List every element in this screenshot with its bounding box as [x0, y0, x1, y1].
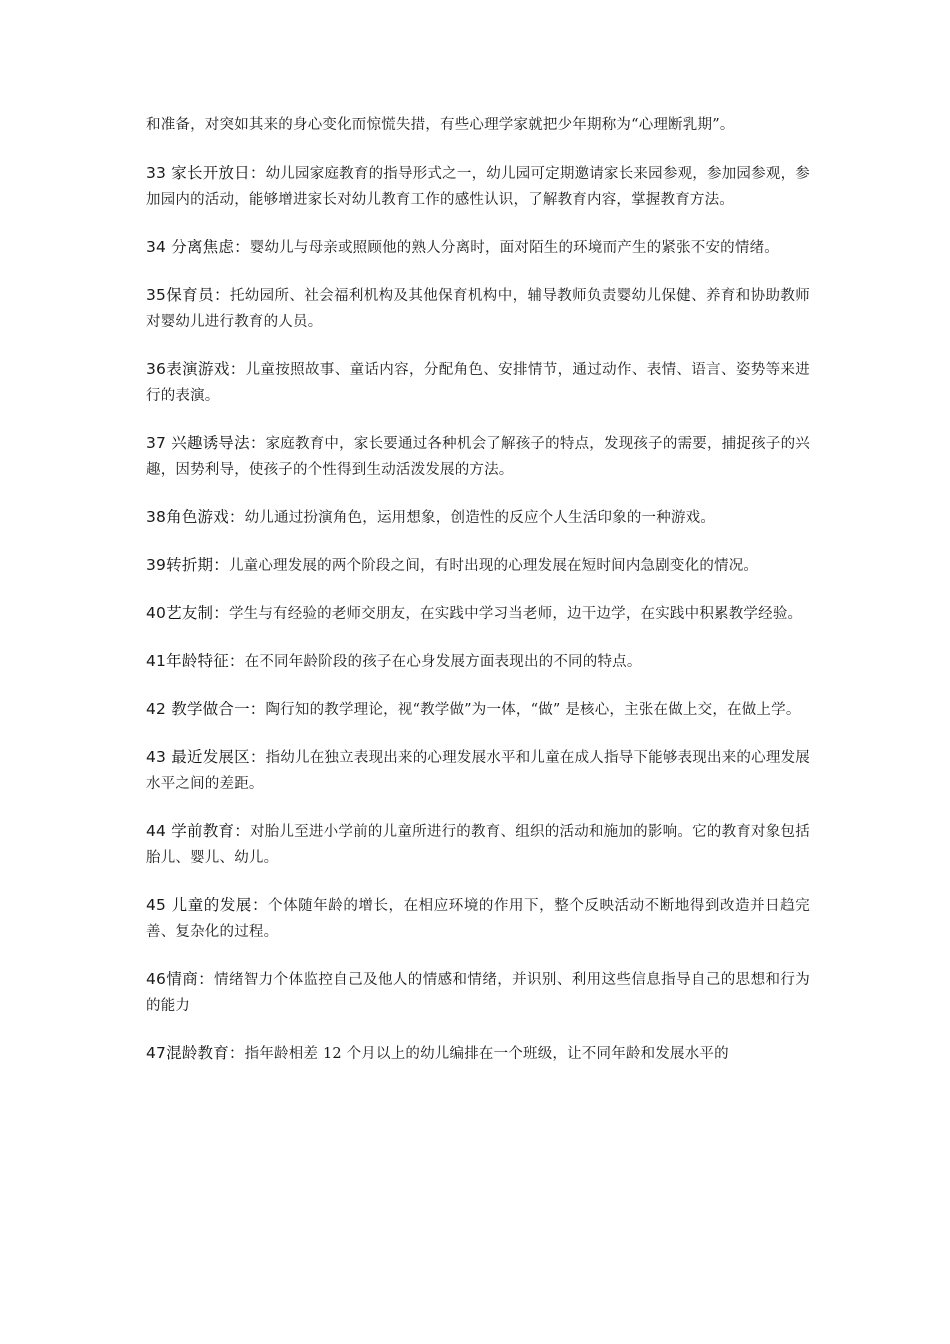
glossary-entry — [146, 696, 810, 723]
entry-definition: 婴幼儿与母亲或照顾他的熟人分离时，面对陌生的环境而产生的紧张不安的情绪。 — [249, 240, 779, 256]
entry-term: 最近发展区： — [171, 748, 266, 766]
entry-number: 39 — [146, 556, 167, 574]
glossary-entry — [146, 892, 810, 945]
entry-number: 35 — [146, 286, 167, 304]
glossary-entry — [146, 552, 810, 579]
entry-number: 47 — [146, 1044, 167, 1062]
document-page — [146, 112, 810, 1088]
entry-term: 家长开放日： — [171, 164, 266, 182]
entry-term: 学前教育： — [171, 822, 250, 840]
entry-term: 情商： — [166, 970, 215, 988]
entry-definition: 个体随年龄的增长，在相应环境的作用下，整个反映活动不断地得到改造并日趋完善、复杂化的过程。 — [146, 898, 810, 940]
glossary-entry — [146, 1040, 810, 1067]
entry-number: 38 — [146, 508, 167, 526]
entry-number: 40 — [146, 604, 167, 622]
entry-number: 44 — [146, 822, 172, 840]
glossary-entry — [146, 430, 810, 483]
glossary-list — [146, 160, 810, 1067]
entry-term: 兴趣诱导法： — [171, 434, 266, 452]
entry-definition: 学生与有经验的老师交朋友，在实践中学习当老师，边干边学，在实践中积累教学经验。 — [228, 606, 803, 622]
glossary-entry — [146, 744, 810, 797]
entry-number: 37 — [146, 434, 172, 452]
glossary-entry — [146, 504, 810, 531]
entry-term: 混龄教育： — [166, 1044, 245, 1062]
entry-definition: 情绪智力个体监控自己及他人的情感和情绪，并识别、利用这些信息指导自己的思想和行为的能力 — [146, 972, 810, 1014]
glossary-entry — [146, 818, 810, 871]
entry-term: 儿童的发展： — [171, 896, 269, 914]
entry-number: 36 — [146, 360, 167, 378]
entry-definition: 托幼园所、社会福利机构及其他保育机构中，辅导教师负责婴幼儿保健、养育和协助教师对婴幼儿进行教育的人员。 — [146, 288, 811, 330]
entry-definition: 儿童按照故事、童话内容，分配角色、安排情节，通过动作、表情、语言、姿势等来进行的表演。 — [146, 362, 810, 404]
glossary-entry — [146, 356, 810, 409]
entry-number: 34 — [146, 238, 172, 256]
glossary-entry — [146, 648, 810, 675]
entry-definition: 家庭教育中，家长要通过各种机会了解孩子的特点，发现孩子的需要，捕捉孩子的兴趣，因势利导，使孩子的个性得到生动活泼发展的方法。 — [146, 436, 810, 478]
glossary-entry — [146, 600, 810, 627]
entry-term: 教学做合一： — [171, 700, 266, 718]
entry-term: 角色游戏： — [166, 508, 245, 526]
glossary-entry — [146, 160, 810, 213]
entry-definition: 儿童心理发展的两个阶段之间，有时出现的心理发展在短时间内急剧变化的情况。 — [228, 558, 759, 574]
entry-definition: 指年龄相差 12 个月以上的幼儿编排在一个班级，让不同年龄和发展水平的 — [244, 1046, 729, 1062]
entry-definition: 陶行知的教学理论，视“教学做”为一体，“做” 是核心，主张在做上交，在做上学。 — [265, 702, 801, 718]
continued-paragraph: 和准备，对突如其来的身心变化而惊慌失措，有些心理学家就把少年期称为“心理断乳期”。 — [146, 117, 735, 133]
entry-number: 33 — [146, 164, 172, 182]
entry-definition: 对胎儿至进小学前的儿童所进行的教育、组织的活动和施加的影响。它的教育对象包括胎儿、婴儿、幼儿。 — [146, 824, 810, 866]
entry-definition: 在不同年龄阶段的孩子在心身发展方面表现出的不同的特点。 — [244, 654, 642, 670]
entry-number: 41 — [146, 652, 167, 670]
entry-number: 42 — [146, 700, 172, 718]
entry-term: 转折期： — [166, 556, 229, 574]
entry-term: 表演游戏： — [166, 360, 246, 378]
entry-definition: 幼儿园家庭教育的指导形式之一，幼儿园可定期邀请家长来园参观，参加园参观，参加园内的活动，能够增进家长对幼儿教育工作的感性认识，了解教育内容，掌握教育方法。 — [146, 166, 810, 208]
entry-term: 年龄特征： — [166, 652, 245, 670]
entry-term: 分离焦虑： — [171, 238, 250, 256]
glossary-entry — [146, 282, 810, 335]
entry-term: 艺友制： — [166, 604, 229, 622]
entry-definition: 指幼儿在独立表现出来的心理发展水平和儿童在成人指导下能够表现出来的心理发展水平之间的差距。 — [146, 750, 810, 792]
entry-term: 保育员： — [166, 286, 230, 304]
entry-number: 46 — [146, 970, 167, 988]
glossary-entry — [146, 966, 810, 1019]
glossary-entry — [146, 234, 810, 261]
entry-number: 45 — [146, 896, 172, 914]
entry-definition: 幼儿通过扮演角色，运用想象，创造性的反应个人生活印象的一种游戏。 — [244, 510, 716, 526]
entry-number: 43 — [146, 748, 172, 766]
